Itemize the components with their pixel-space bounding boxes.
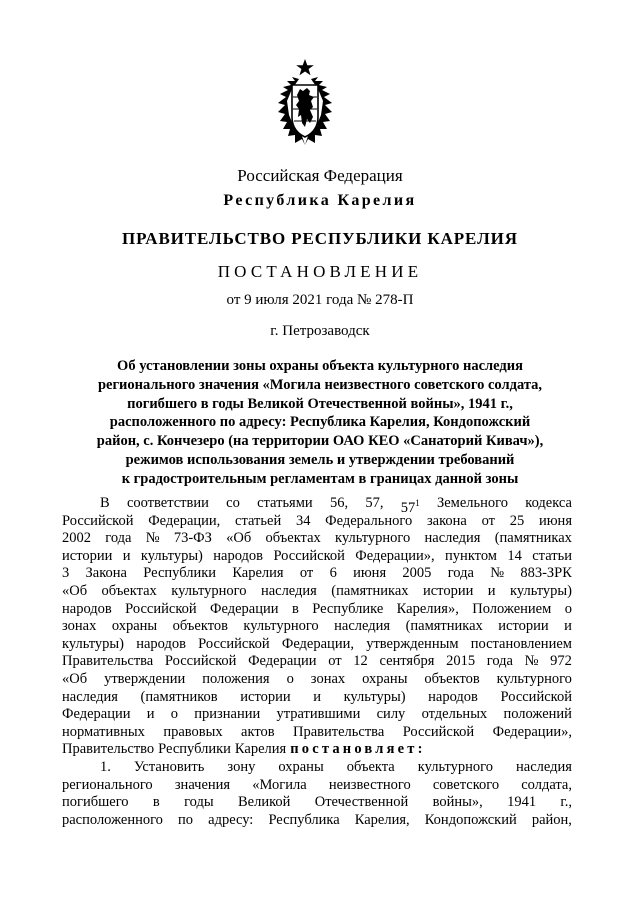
body-word: Федерального <box>325 512 413 529</box>
body-word: адресу: <box>208 811 254 828</box>
body-word: Карелия, <box>354 811 410 828</box>
body-word: народов <box>62 600 112 617</box>
body-word: о <box>564 600 572 617</box>
body-word: № <box>524 653 539 670</box>
body-line <box>62 495 572 516</box>
body-word: наследия <box>62 688 118 705</box>
body-word: район, <box>531 811 572 828</box>
body-word: и <box>313 688 321 705</box>
body-word: истории <box>62 547 113 564</box>
body-word: 1. <box>100 758 111 775</box>
body-word: солдата, <box>521 776 572 793</box>
body-word: народов <box>213 547 264 564</box>
federation-name: Российская Федерация <box>237 166 403 185</box>
body-word: закона <box>426 512 467 529</box>
body-word: и <box>564 618 572 635</box>
body-word: культурного <box>335 530 411 547</box>
body-word: 14 <box>507 547 522 564</box>
body-line <box>62 794 572 812</box>
resolves-keyword: постановляет: <box>290 741 426 758</box>
body-word: «Об <box>62 582 88 599</box>
body-word: и <box>487 582 496 599</box>
body-line <box>62 706 572 724</box>
body-word: (памятниках <box>331 582 409 599</box>
body-word: истории <box>422 582 474 599</box>
body-line <box>62 724 572 742</box>
body-word: 2002 <box>62 530 91 547</box>
body-word: зонах <box>62 618 97 635</box>
body-word: Великой <box>237 794 291 811</box>
body-word: объекта <box>346 758 395 775</box>
body-word: Республики <box>143 565 217 582</box>
body-word: «Могила <box>252 776 307 793</box>
body-word: г., <box>560 794 572 811</box>
body-word: Правительства <box>293 723 385 740</box>
body-word: правовых <box>163 723 223 740</box>
body-word: Федерации», <box>492 723 572 740</box>
body-word: Российской <box>125 600 197 617</box>
article-superscript: 1 <box>415 498 420 508</box>
body-word: в <box>291 600 299 617</box>
body-word: 2005 <box>402 565 432 582</box>
title-line: погибшего в годы Великой Отечественной войны», 1941 г., <box>127 395 513 412</box>
body-word: Федерации <box>210 600 279 617</box>
body-word: Закона <box>85 565 127 582</box>
body-word: Российской <box>402 723 475 740</box>
body-word: Установить <box>133 758 205 775</box>
body-word: в <box>152 794 160 811</box>
body-line <box>62 812 572 830</box>
title-line: режимов использования земель и утверждении требований <box>125 451 515 468</box>
body-word: неизвестного <box>328 776 411 793</box>
body-word: 73-ФЗ <box>173 530 212 547</box>
title-line: к градостроительным регламентам в границах данной зоны <box>121 470 519 487</box>
coat-of-arms-icon <box>275 57 335 152</box>
decree-title <box>60 357 580 489</box>
body-word: пунктом <box>445 547 497 564</box>
body-word: постановлением <box>470 635 572 652</box>
title-line: район, с. Кончезеро (на территории ОАО КЕО «Санаторий Кивач»), <box>96 433 544 450</box>
body-word: Земельного <box>436 495 508 511</box>
body-word: Федерации», <box>355 547 435 564</box>
body-word: и <box>146 706 155 723</box>
body-word: объектах <box>101 582 157 599</box>
body-word: регионального <box>62 776 153 793</box>
body-word: силу <box>376 706 406 723</box>
body-word: статьи <box>532 547 572 564</box>
body-word: «Об <box>226 530 252 547</box>
body-line <box>62 601 572 619</box>
body-word: о <box>170 706 178 723</box>
body-line <box>62 636 572 654</box>
body-word: Федерации <box>248 653 317 670</box>
body-line <box>62 530 572 548</box>
body-line <box>62 741 572 759</box>
body-word: от <box>328 653 342 670</box>
body-word: истории <box>498 618 549 635</box>
body-word: кодекса <box>525 495 572 511</box>
body-word: Республика <box>268 811 340 828</box>
body-word: положения <box>202 670 270 687</box>
body-word: 57, <box>365 495 384 511</box>
body-word: 34 <box>295 512 311 529</box>
body-word: отдельных <box>421 706 488 723</box>
body-word: 3 <box>62 565 70 582</box>
body-word: № <box>145 530 160 547</box>
body-word: нормативных <box>62 723 145 740</box>
body-word: Отечественной <box>314 794 409 811</box>
body-line <box>62 689 572 707</box>
body-word: положений <box>503 706 572 723</box>
body-word: актов <box>241 723 275 740</box>
body-word: культуры) <box>140 547 203 564</box>
body-word: Российской <box>500 688 572 705</box>
body-word: Российской <box>198 635 270 652</box>
body-word: культурного <box>243 618 319 635</box>
body-word: Карелия», <box>396 600 459 617</box>
body-line <box>62 565 572 583</box>
body-line <box>62 513 572 531</box>
body-word: утверждении <box>104 670 186 687</box>
body-word: годы <box>184 794 214 811</box>
issue-city: г. Петрозаводск <box>270 323 370 339</box>
body-word: Карелия <box>234 741 287 758</box>
body-word: Республики <box>158 741 231 758</box>
body-word: № <box>490 565 505 582</box>
body-word: Федерации <box>62 706 131 723</box>
body-word: статьей <box>235 512 282 529</box>
body-word: 1941 <box>507 794 537 811</box>
body-word: объектов <box>172 618 228 635</box>
body-word: объектов <box>424 670 480 687</box>
body-word: года <box>486 653 513 670</box>
document-type: ПОСТАНОВЛЕНИЕ <box>217 262 423 281</box>
body-line <box>62 671 572 689</box>
body-word: культурного <box>496 670 572 687</box>
body-line <box>62 548 572 566</box>
body-word: года <box>105 530 132 547</box>
title-line: Об установлении зоны охраны объекта культурного наследия <box>117 358 523 374</box>
body-word: $57^1$ <box>400 498 420 516</box>
body-word: Правительства <box>62 653 154 670</box>
body-word: Карелия <box>232 565 284 582</box>
body-word: В <box>100 495 110 511</box>
body-word: охраны <box>111 618 158 635</box>
body-word: зону <box>227 758 256 775</box>
body-line <box>62 583 572 601</box>
body-word: Правительство <box>62 741 155 758</box>
body-word: сентября <box>379 653 435 670</box>
body-word: 883-ЗРК <box>520 565 572 582</box>
body-word: советского <box>432 776 500 793</box>
body-word: культуры) <box>62 635 124 652</box>
body-word: Положением <box>472 600 552 617</box>
body-word: 25 <box>509 512 525 529</box>
body-word: расположенного <box>62 811 163 828</box>
body-word: утратившими <box>276 706 361 723</box>
title-line: расположенного по адресу: Республика Карелия, Кондопожский <box>109 414 531 431</box>
body-word: статьями <box>257 495 313 511</box>
body-word: 12 <box>353 653 368 670</box>
body-word: июня <box>353 565 387 582</box>
decree-body <box>62 495 572 829</box>
body-word: Федерации, <box>281 635 354 652</box>
body-word: (памятниках <box>405 618 483 635</box>
body-word: культуры) <box>343 688 406 705</box>
body-word: Российской <box>164 653 237 670</box>
body-word: утвержденным <box>366 635 459 652</box>
body-word: (памятников <box>140 688 218 705</box>
body-word: объектах <box>265 530 321 547</box>
body-word: народов <box>136 635 186 652</box>
body-word: войны», <box>432 794 483 811</box>
body-word: по <box>178 811 194 828</box>
body-word: июня <box>538 512 572 529</box>
body-word: культурного <box>417 758 494 775</box>
body-word: культурного <box>171 582 247 599</box>
body-word: истории <box>240 688 291 705</box>
body-word: зонах <box>310 670 346 687</box>
body-word: со <box>226 495 240 511</box>
body-word: признании <box>194 706 261 723</box>
body-word: Кондопожский <box>424 811 517 828</box>
body-word: от <box>481 512 495 529</box>
body-line <box>62 777 572 795</box>
body-word: погибшего <box>62 794 129 811</box>
body-word: соответствии <box>126 495 209 511</box>
body-word: и <box>122 547 131 564</box>
republic-name: Республика Карелия <box>223 192 417 209</box>
body-word: наследия <box>516 758 572 775</box>
body-word: 6 <box>329 565 337 582</box>
body-word: народов <box>428 688 478 705</box>
body-word: Федерации, <box>148 512 221 529</box>
body-line <box>62 618 572 636</box>
body-word: (памятниках <box>494 530 572 547</box>
body-word: 972 <box>550 653 572 670</box>
body-line <box>62 759 572 777</box>
body-line <box>62 653 572 671</box>
body-word: Российской <box>62 512 134 529</box>
body-word: от <box>299 565 314 582</box>
body-word: Республике <box>312 600 384 617</box>
body-word: культуры) <box>510 582 572 599</box>
government-name: ПРАВИТЕЛЬСТВО РЕСПУБЛИКИ КАРЕЛИЯ <box>122 229 518 248</box>
body-word: наследия <box>334 618 391 635</box>
body-word: о <box>286 670 294 687</box>
body-word: охраны <box>278 758 324 775</box>
body-word: года <box>447 565 474 582</box>
body-word: значения <box>174 776 231 793</box>
body-word: 2015 <box>446 653 476 670</box>
body-word: Российской <box>273 547 345 564</box>
body-word: охраны <box>362 670 408 687</box>
title-line: регионального значения «Могила неизвестного советского солдата, <box>97 376 543 393</box>
body-word: наследия <box>424 530 481 547</box>
body-word: «Об <box>62 670 88 687</box>
body-word: наследия <box>260 582 317 599</box>
decree-date-number: от 9 июля 2021 года № 278-П <box>226 292 414 308</box>
body-word: 56, <box>329 495 349 511</box>
